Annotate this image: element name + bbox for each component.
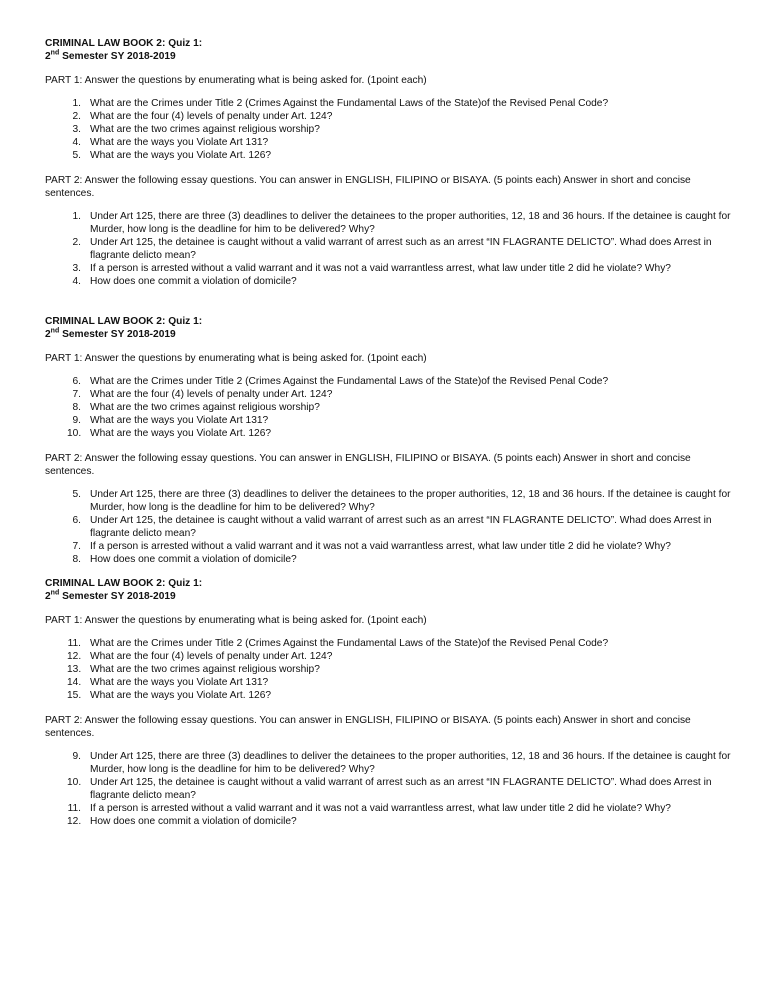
item-number: 5.: [72, 150, 81, 161]
part1-list: [45, 375, 735, 440]
list-item: [45, 136, 735, 149]
item-number: 3.: [72, 124, 81, 135]
list-item: [45, 553, 735, 566]
question-text: What are the ways you Violate Art. 126?: [90, 690, 272, 701]
question-text: What are the ways you Violate Art 131?: [90, 415, 269, 426]
item-number: 10.: [67, 428, 82, 439]
item-number: 7.: [72, 389, 81, 400]
list-item: [45, 149, 735, 162]
question-text: What are the Crimes under Title 2 (Crimes Against the Fundamental Laws of the State)of the Revised Penal Code?: [90, 638, 609, 649]
question-text: What are the two crimes against religious worship?: [90, 664, 320, 675]
question-text: Under Art 125, there are three (3) deadlines to deliver the detainees to the proper authorities, 12, 18 and 36 hours. If the detainee is caught for Murder, how long is the deadline for him to be delivered? Why?: [90, 489, 731, 513]
semester-line: [45, 328, 735, 341]
item-number: 5.: [72, 489, 81, 500]
list-item: [45, 676, 735, 689]
list-item: [45, 375, 735, 388]
list-item: [45, 540, 735, 553]
semester-line: [45, 50, 735, 63]
list-item: [45, 262, 735, 275]
quiz-section: [45, 315, 735, 566]
item-number: 7.: [72, 541, 81, 552]
question-text: How does one commit a violation of domicile?: [90, 276, 297, 287]
list-item: [45, 815, 735, 828]
question-text: What are the Crimes under Title 2 (Crimes Against the Fundamental Laws of the State)of the Revised Penal Code?: [90, 98, 609, 109]
question-text: What are the ways you Violate Art 131?: [90, 677, 269, 688]
list-item: [45, 637, 735, 650]
item-number: 11.: [67, 803, 81, 814]
list-item: [45, 388, 735, 401]
question-text: What are the two crimes against religious worship?: [90, 124, 320, 135]
part1-heading: PART 1: Answer the questions by enumerating what is being asked for. (1point each): [45, 615, 427, 626]
item-number: 9.: [72, 751, 81, 762]
semester-ordinal-suffix: nd: [50, 49, 60, 57]
list-item: [45, 110, 735, 123]
semester-ordinal: 2: [45, 51, 51, 62]
question-text: Under Art 125, there are three (3) deadlines to deliver the detainees to the proper authorities, 12, 18 and 36 hours. If the detainee is caught for Murder, how long is the deadline for him to be delivered? Why?: [90, 211, 731, 235]
item-number: 4.: [72, 276, 81, 287]
part1-list: [45, 97, 735, 162]
semester-ordinal: 2: [45, 329, 51, 340]
list-item: [45, 123, 735, 136]
item-number: 6.: [72, 515, 81, 526]
list-item: [45, 488, 735, 514]
semester-line: [45, 590, 735, 603]
item-number: 2.: [72, 111, 81, 122]
semester-text: Semester SY 2018-2019: [59, 591, 176, 602]
part2-heading: PART 2: Answer the following essay questions. You can answer in ENGLISH, FILIPINO or BISAYA. (5 points each) Answer in short and concise sentences.: [45, 453, 691, 477]
list-item: [45, 663, 735, 676]
item-number: 4.: [72, 137, 81, 148]
item-number: 14.: [67, 677, 82, 688]
quiz-section: [45, 37, 735, 288]
list-item: [45, 236, 735, 262]
question-text: Under Art 125, the detainee is caught without a valid warrant of arrest such as an arrest “IN FLAGRANTE DELICTO”. Whad does Arrest in flagrante delicto mean?: [90, 777, 712, 801]
quiz-title: CRIMINAL LAW BOOK 2: Quiz 1:: [45, 578, 203, 589]
item-number: 8.: [72, 402, 81, 413]
semester-ordinal-suffix: nd: [50, 589, 60, 597]
item-number: 13.: [67, 664, 82, 675]
item-number: 8.: [72, 554, 81, 565]
question-text: What are the four (4) levels of penalty under Art. 124?: [90, 389, 333, 400]
semester-ordinal: 2: [45, 591, 51, 602]
item-number: 11.: [67, 638, 81, 649]
item-number: 1.: [72, 211, 81, 222]
question-text: Under Art 125, the detainee is caught without a valid warrant of arrest such as an arrest “IN FLAGRANTE DELICTO”. Whad does Arrest in flagrante delicto mean?: [90, 515, 712, 539]
question-text: How does one commit a violation of domicile?: [90, 554, 297, 565]
question-text: What are the ways you Violate Art. 126?: [90, 428, 272, 439]
list-item: [45, 689, 735, 702]
list-item: [45, 275, 735, 288]
question-text: If a person is arrested without a valid warrant and it was not a vaid warrantless arrest, what law under title 2 did he violate? Why?: [90, 541, 671, 552]
part2-list: [45, 750, 735, 828]
part1-heading: PART 1: Answer the questions by enumerating what is being asked for. (1point each): [45, 353, 427, 364]
question-text: What are the two crimes against religious worship?: [90, 402, 320, 413]
question-text: What are the four (4) levels of penalty under Art. 124?: [90, 111, 333, 122]
item-number: 9.: [72, 415, 81, 426]
item-number: 6.: [72, 376, 81, 387]
item-number: 10.: [67, 777, 82, 788]
list-item: [45, 650, 735, 663]
question-text: Under Art 125, there are three (3) deadlines to deliver the detainees to the proper authorities, 12, 18 and 36 hours. If the detainee is caught for Murder, how long is the deadline for him to be delivered? Why?: [90, 751, 731, 775]
document-page: [45, 37, 735, 828]
question-text: What are the Crimes under Title 2 (Crimes Against the Fundamental Laws of the State)of the Revised Penal Code?: [90, 376, 609, 387]
part2-list: [45, 488, 735, 566]
item-number: 1.: [72, 98, 81, 109]
part2-list: [45, 210, 735, 288]
part1-list: [45, 637, 735, 702]
question-text: If a person is arrested without a valid warrant and it was not a vaid warrantless arrest, what law under title 2 did he violate? Why?: [90, 263, 671, 274]
item-number: 15.: [67, 690, 82, 701]
question-text: How does one commit a violation of domicile?: [90, 816, 297, 827]
list-item: [45, 514, 735, 540]
item-number: 12.: [67, 816, 82, 827]
list-item: [45, 802, 735, 815]
list-item: [45, 414, 735, 427]
quiz-title: CRIMINAL LAW BOOK 2: Quiz 1:: [45, 316, 203, 327]
question-text: What are the ways you Violate Art 131?: [90, 137, 269, 148]
part2-heading: PART 2: Answer the following essay questions. You can answer in ENGLISH, FILIPINO or BISAYA. (5 points each) Answer in short and concise sentences.: [45, 175, 691, 199]
item-number: 2.: [72, 237, 81, 248]
question-text: If a person is arrested without a valid warrant and it was not a vaid warrantless arrest, what law under title 2 did he violate? Why?: [90, 803, 671, 814]
semester-text: Semester SY 2018-2019: [59, 329, 176, 340]
question-text: Under Art 125, the detainee is caught without a valid warrant of arrest such as an arrest “IN FLAGRANTE DELICTO”. Whad does Arrest in flagrante delicto mean?: [90, 237, 712, 261]
quiz-title: CRIMINAL LAW BOOK 2: Quiz 1:: [45, 38, 203, 49]
question-text: What are the four (4) levels of penalty under Art. 124?: [90, 651, 333, 662]
question-text: What are the ways you Violate Art. 126?: [90, 150, 272, 161]
item-number: 3.: [72, 263, 81, 274]
list-item: [45, 776, 735, 802]
item-number: 12.: [67, 651, 82, 662]
list-item: [45, 401, 735, 414]
semester-ordinal-suffix: nd: [50, 327, 60, 335]
part2-heading: PART 2: Answer the following essay questions. You can answer in ENGLISH, FILIPINO or BISAYA. (5 points each) Answer in short and concise sentences.: [45, 715, 691, 739]
list-item: [45, 97, 735, 110]
list-item: [45, 427, 735, 440]
list-item: [45, 750, 735, 776]
quiz-section: [45, 577, 735, 828]
semester-text: Semester SY 2018-2019: [59, 51, 176, 62]
part1-heading: PART 1: Answer the questions by enumerating what is being asked for. (1point each): [45, 75, 427, 86]
list-item: [45, 210, 735, 236]
